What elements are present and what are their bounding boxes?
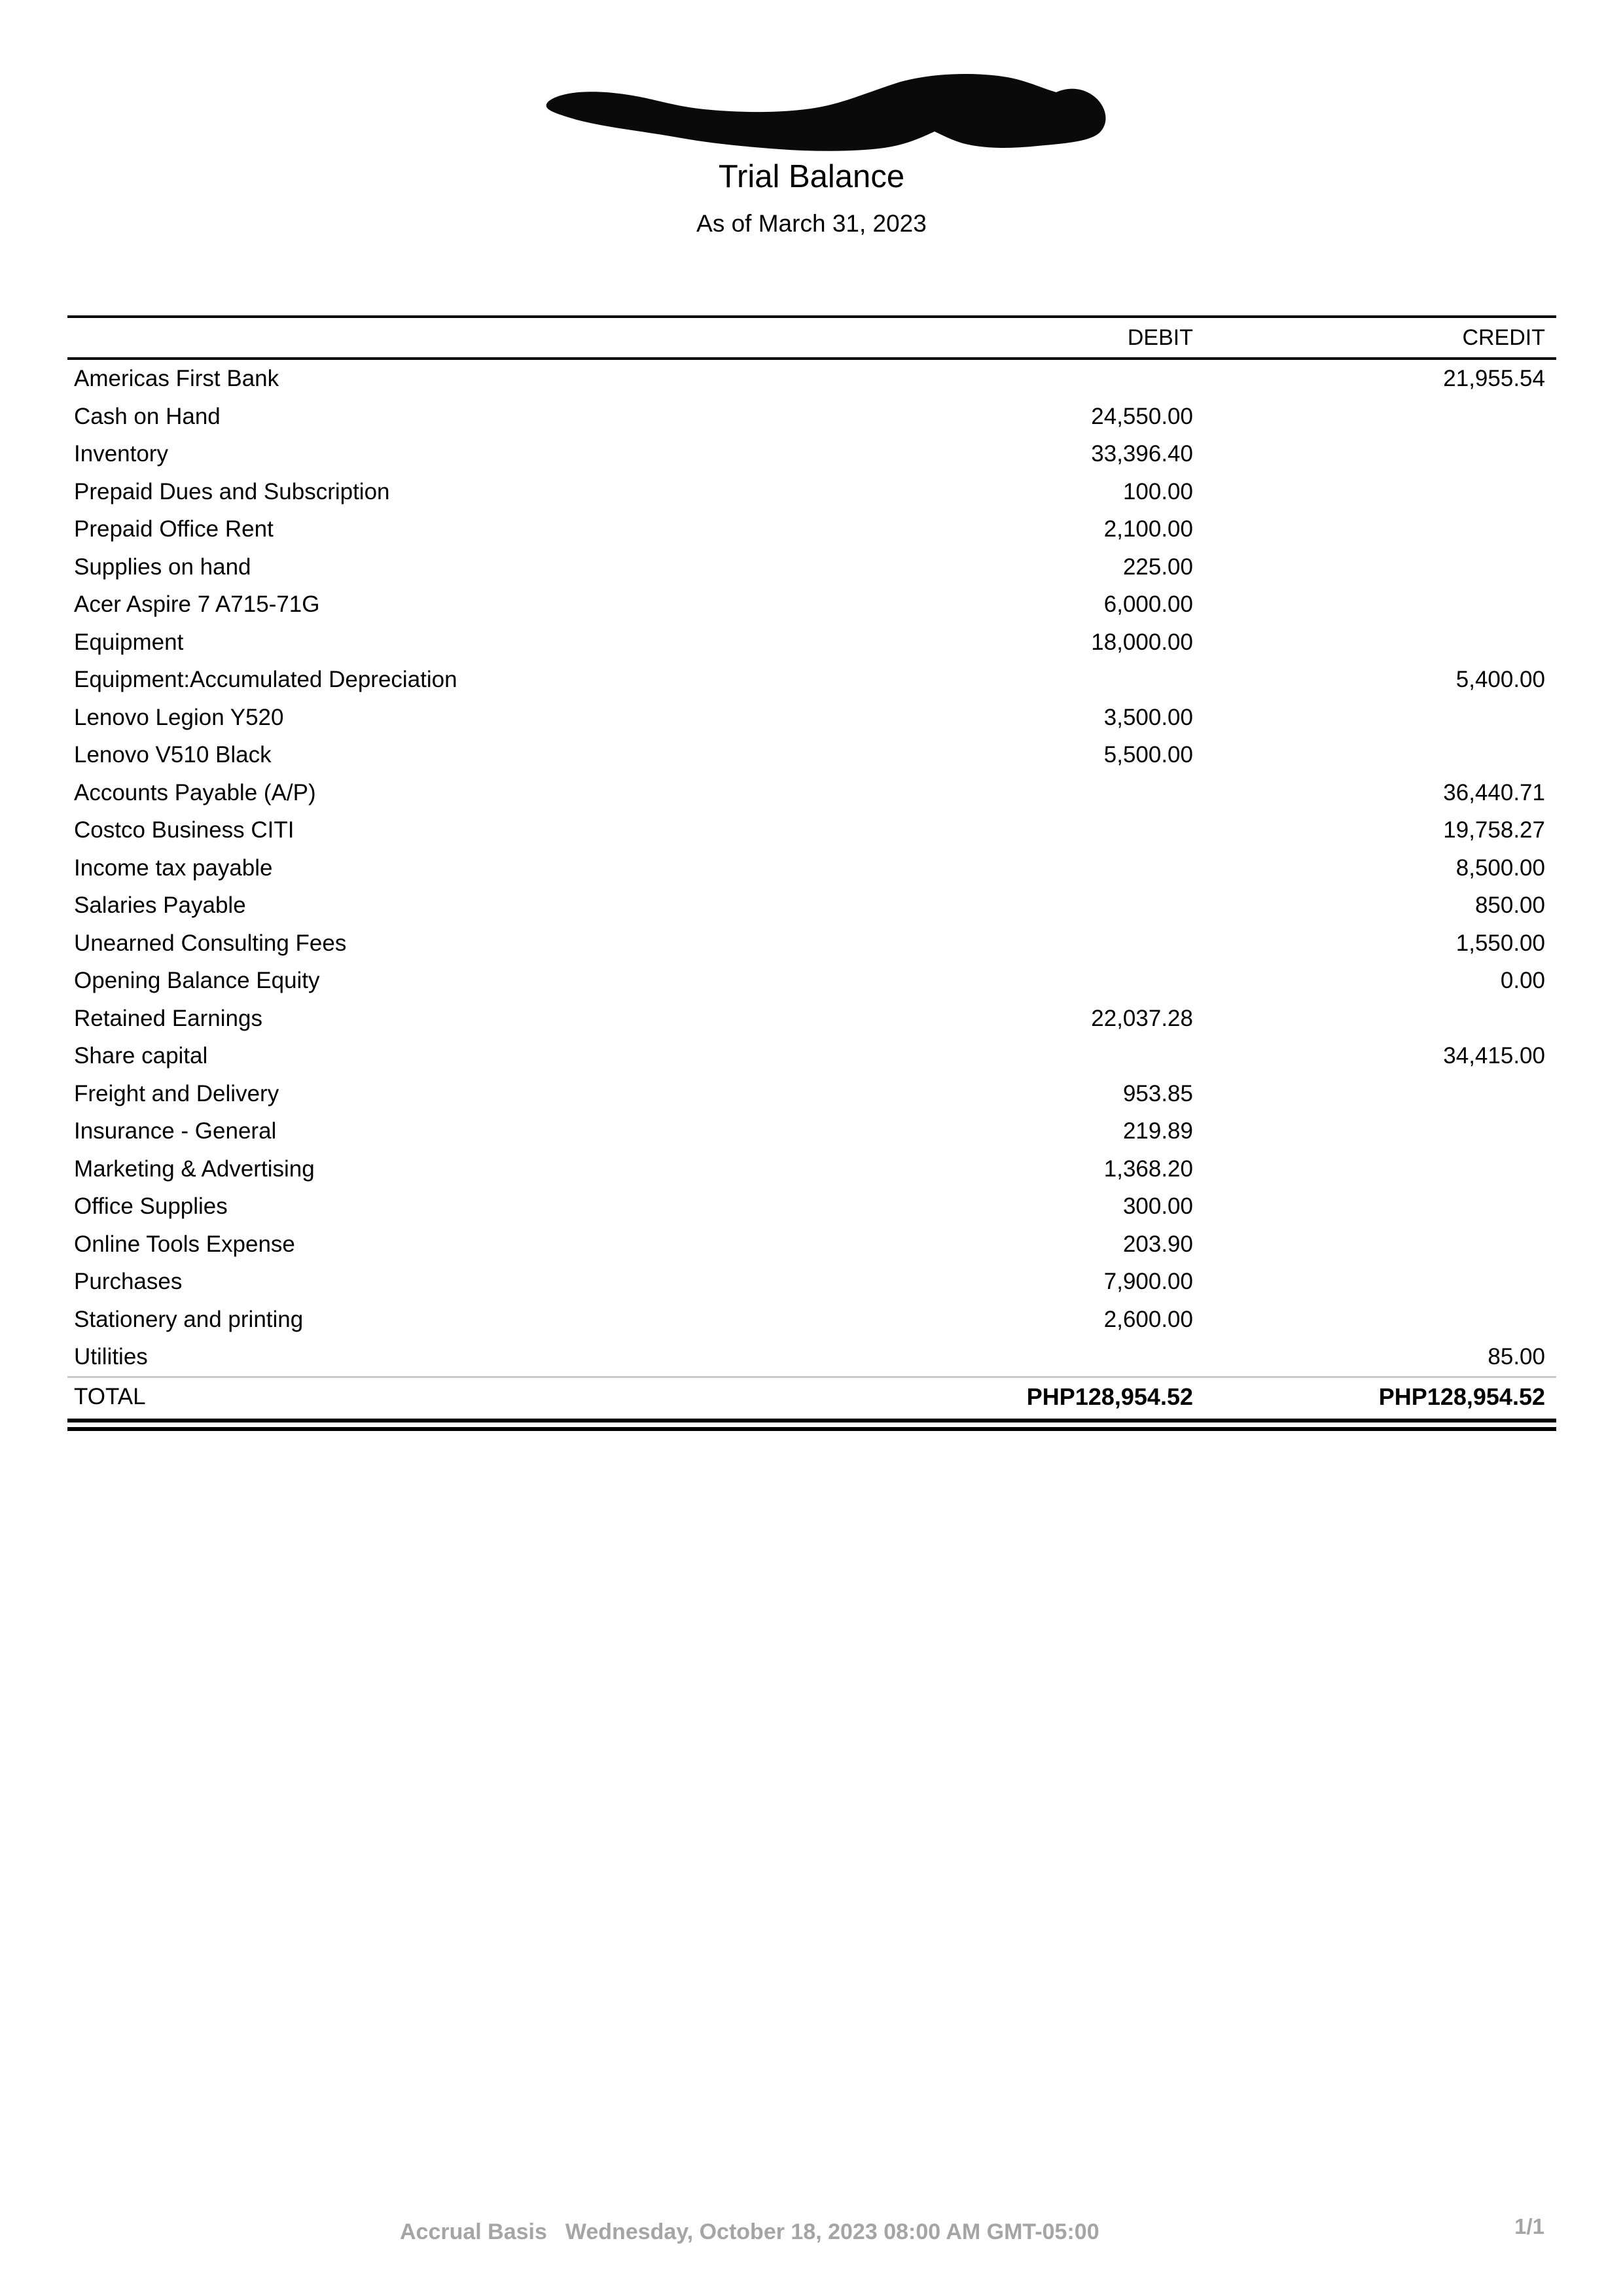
table-bottom-double-rule [67,1419,1556,1431]
credit-amount: 5,400.00 [1455,667,1545,692]
debit-column-header: DEBIT [1127,325,1193,350]
credit-amount: 85.00 [1488,1344,1545,1369]
account-name: Office Supplies [74,1195,228,1219]
table-row [67,1188,1556,1226]
credit-amount [1193,442,1556,473]
credit-column-header: CREDIT [1462,325,1545,350]
debit-amount: 100.00 [1122,478,1193,504]
debit-amount: 22,037.28 [1091,1005,1193,1031]
account-name: Insurance - General [74,1120,277,1144]
account-name: Inventory [74,442,168,467]
table-row [67,661,1556,699]
table-row [67,811,1556,849]
trial-balance-table [67,315,1556,1431]
table-header-row [67,318,1556,357]
debit-amount: 6,000.00 [1103,592,1193,617]
account-name: Equipment:Accumulated Depreciation [74,668,457,692]
debit-amount: 2,100.00 [1103,516,1193,542]
total-debit-amount: PHP128,954.52 [1026,1383,1193,1410]
account-name: Utilities [74,1345,148,1369]
debit-amount [798,1345,1193,1376]
table-row [67,624,1556,662]
credit-amount [1193,631,1556,662]
table-row [67,925,1556,963]
credit-amount: 19,758.27 [1443,817,1545,843]
table-row [67,887,1556,925]
report-title: Trial Balance [718,159,905,194]
account-name: Costco Business CITI [74,819,294,843]
account-name: Acer Aspire 7 A715-71G [74,593,320,617]
table-row [67,1338,1556,1376]
credit-amount [1193,1007,1556,1038]
table-row [67,1150,1556,1188]
credit-amount [1193,1157,1556,1188]
debit-amount [798,1044,1193,1075]
credit-amount: 1,550.00 [1455,930,1545,956]
table-row [67,586,1556,624]
account-name: Accounts Payable (A/P) [74,781,316,805]
debit-amount: 18,000.00 [1091,629,1193,655]
debit-amount: 33,396.40 [1091,441,1193,467]
credit-amount [1193,1195,1556,1226]
debit-amount [798,894,1193,925]
debit-amount [798,857,1193,887]
debit-amount: 1,368.20 [1103,1156,1193,1182]
account-name: Salaries Payable [74,894,246,918]
debit-amount [798,781,1193,812]
table-row [67,1000,1556,1038]
debit-amount [798,932,1193,963]
table-row [67,1075,1556,1113]
credit-amount: 36,440.71 [1443,779,1545,805]
account-name: Freight and Delivery [74,1082,279,1106]
report-footer [400,2219,1099,2245]
table-row [67,548,1556,586]
account-name: Lenovo V510 Black [74,743,272,768]
credit-amount: 8,500.00 [1455,855,1545,881]
credit-amount [1193,706,1556,737]
credit-amount [1193,556,1556,586]
table-row [67,1263,1556,1301]
debit-amount: 24,550.00 [1091,403,1193,429]
account-name: Unearned Consulting Fees [74,931,347,956]
table-row [67,774,1556,812]
debit-amount: 203.90 [1122,1231,1193,1257]
debit-amount: 219.89 [1122,1118,1193,1144]
credit-amount [1193,518,1556,548]
total-credit-amount: PHP128,954.52 [1378,1383,1545,1410]
account-name: Retained Earnings [74,1006,262,1031]
account-name: Stationery and printing [74,1307,304,1332]
debit-amount: 300.00 [1122,1193,1193,1219]
credit-amount [1193,743,1556,774]
account-name: Equipment [74,630,184,655]
credit-amount [1193,1120,1556,1150]
table-row [67,1226,1556,1263]
table-body [67,360,1556,1376]
report-timestamp: Wednesday, October 18, 2023 08:00 AM GMT-05:00 [565,2219,1099,2244]
debit-amount [798,668,1193,699]
table-row [67,1112,1556,1150]
account-name: Cash on Hand [74,404,221,429]
account-name: Online Tools Expense [74,1232,295,1257]
credit-amount [1193,405,1556,436]
credit-amount [1193,593,1556,624]
credit-amount: 21,955.54 [1443,366,1545,391]
table-row [67,398,1556,436]
account-name: Supplies on hand [74,555,251,580]
debit-amount [798,969,1193,1000]
debit-amount: 3,500.00 [1103,704,1193,730]
accounting-basis: Accrual Basis [400,2219,547,2244]
table-row [67,1301,1556,1339]
table-row [67,473,1556,511]
account-name: Marketing & Advertising [74,1157,315,1182]
credit-amount: 0.00 [1500,968,1545,993]
account-name: Lenovo Legion Y520 [74,705,284,730]
total-label: TOTAL [74,1385,146,1409]
table-row [67,849,1556,887]
account-name: Income tax payable [74,856,273,881]
debit-amount: 225.00 [1122,554,1193,580]
table-row [67,435,1556,473]
account-name: Share capital [74,1044,208,1069]
table-row [67,962,1556,1000]
table-row [67,699,1556,737]
credit-amount [1193,480,1556,511]
redacted-company-name-scribble [514,73,1109,155]
debit-amount: 5,500.00 [1103,742,1193,768]
credit-amount [1193,1308,1556,1339]
report-subtitle: As of March 31, 2023 [696,210,927,237]
account-name: Prepaid Dues and Subscription [74,480,390,504]
page-number: 1/1 [1514,2214,1544,2238]
debit-amount: 953.85 [1122,1080,1193,1106]
table-row [67,736,1556,774]
account-name: Americas First Bank [74,367,279,391]
credit-amount [1193,1270,1556,1301]
account-name: Purchases [74,1270,183,1294]
credit-amount: 34,415.00 [1443,1043,1545,1069]
debit-amount: 7,900.00 [1103,1269,1193,1294]
debit-amount: 2,600.00 [1103,1306,1193,1332]
account-name: Prepaid Office Rent [74,518,274,542]
table-row [67,510,1556,548]
credit-amount [1193,1233,1556,1263]
credit-amount: 850.00 [1474,892,1545,918]
debit-amount [798,819,1193,849]
debit-amount [798,367,1193,398]
total-row [67,1378,1556,1417]
table-row [67,360,1556,398]
table-row [67,1037,1556,1075]
credit-amount [1193,1082,1556,1113]
account-name: Opening Balance Equity [74,969,320,993]
